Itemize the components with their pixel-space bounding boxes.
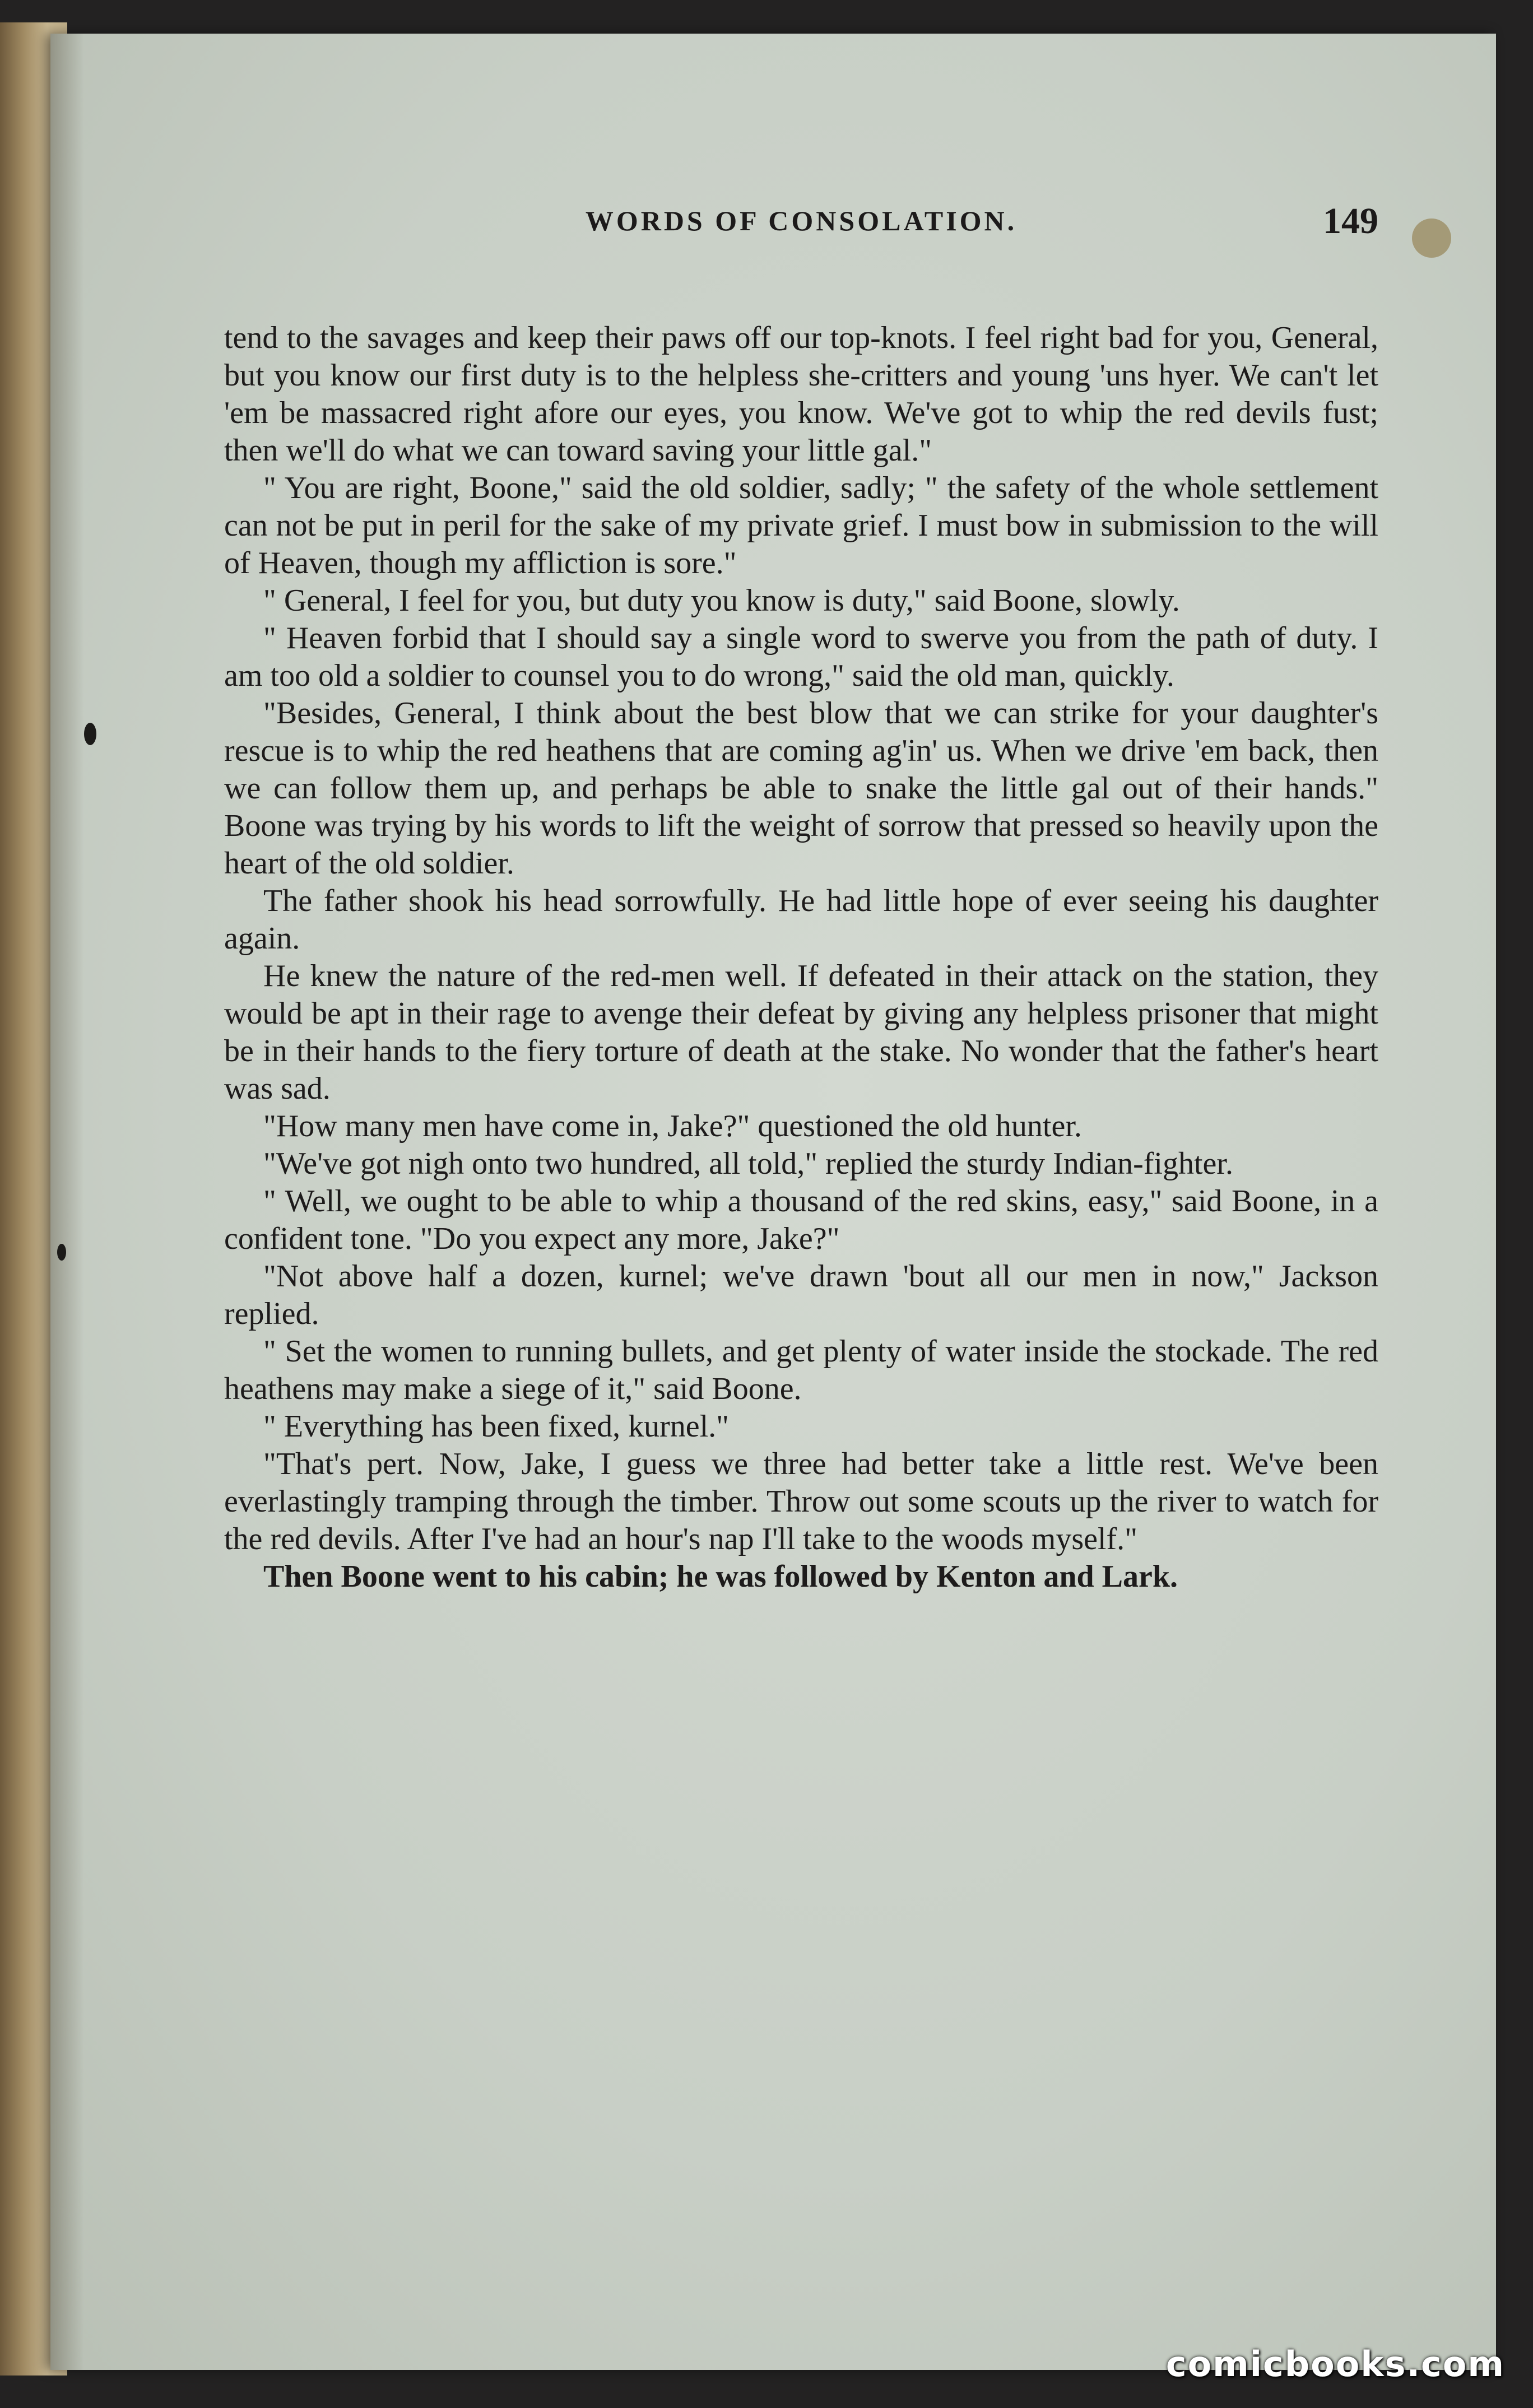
paragraph: " You are right, Boone," said the old soldier, sadly; " the safety of the whole settlement can not be put in peril for the sake of my private grief. I must bow in submission to the will of Heaven, though my affliction is sore."	[224, 471, 1378, 580]
paragraph: " Heaven forbid that I should say a single word to swerve you from the path of duty. I am too old a soldier to counsel you to do wrong," said the old man, quickly.	[224, 621, 1378, 693]
body-text	[224, 319, 1378, 1596]
paragraph: "How many men have come in, Jake?" questioned the old hunter.	[263, 1109, 1082, 1143]
page-stain	[1412, 219, 1451, 258]
watermark-logo: comicbooks.com	[1165, 2344, 1505, 2384]
book-page	[50, 34, 1496, 2370]
paragraph: "Not above half a dozen, kurnel; we've drawn 'bout all our men in now," Jackson replied.	[224, 1259, 1378, 1331]
paragraph: "That's pert. Now, Jake, I guess we three had better take a little rest. We've been everlastingly tramping through the timber. Throw out some scouts up the river to watch for the red devils. After I've had an hour's nap I'll take to the woods myself."	[224, 1447, 1378, 1556]
paragraph: " General, I feel for you, but duty you know is duty," said Boone, slowly.	[263, 583, 1180, 618]
paragraph: "We've got nigh onto two hundred, all told," replied the sturdy Indian-fighter.	[263, 1146, 1233, 1181]
paragraph: " Well, we ought to be able to whip a thousand of the red skins, easy," said Boone, in a confident tone. "Do you expect any more, Jake?"	[224, 1184, 1378, 1256]
running-title: WORDS OF CONSOLATION.	[585, 205, 1018, 236]
running-head	[224, 201, 1378, 255]
paragraph: " Set the women to running bullets, and get plenty of water inside the stockade. The red heathens may make a siege of it," said Boone.	[224, 1334, 1378, 1406]
ink-blot	[57, 1244, 66, 1261]
paragraph: tend to the savages and keep their paws off our top-knots. I feel right bad for you, General, but you know our first duty is to the helpless she-critters and young 'uns hyer. We can't let 'em be massacred right afore our eyes, you know. We've got to whip the red devils fust; then we'll do what we can toward saving your little gal."	[224, 320, 1378, 468]
paragraph: "Besides, General, I think about the best blow that we can strike for your daughter's rescue is to whip the red heathens that are coming ag'in' us. When we drive 'em back, then we can follow them up, and perhaps be able to snake the little gal out of their hands." Boone was trying by his words to lift the weight of sorrow that pressed so heavily upon the heart of the old soldier.	[224, 696, 1378, 881]
page-number: 149	[1323, 201, 1378, 241]
paragraph: He knew the nature of the red-men well. If defeated in their attack on the station, they would be apt in their rage to avenge their defeat by giving any helpless prisoner that might be in their hands to the fiery torture of death at the stake. No wonder that the father's heart was sad.	[224, 959, 1378, 1106]
paragraph: " Everything has been fixed, kurnel."	[263, 1409, 730, 1444]
paragraph: The father shook his head sorrowfully. He had little hope of ever seeing his daughter again.	[224, 884, 1378, 956]
ink-blot	[84, 723, 96, 745]
paragraph-final: Then Boone went to his cabin; he was followed by Kenton and Lark.	[263, 1559, 1178, 1594]
page-gutter-shadow	[50, 34, 84, 2370]
